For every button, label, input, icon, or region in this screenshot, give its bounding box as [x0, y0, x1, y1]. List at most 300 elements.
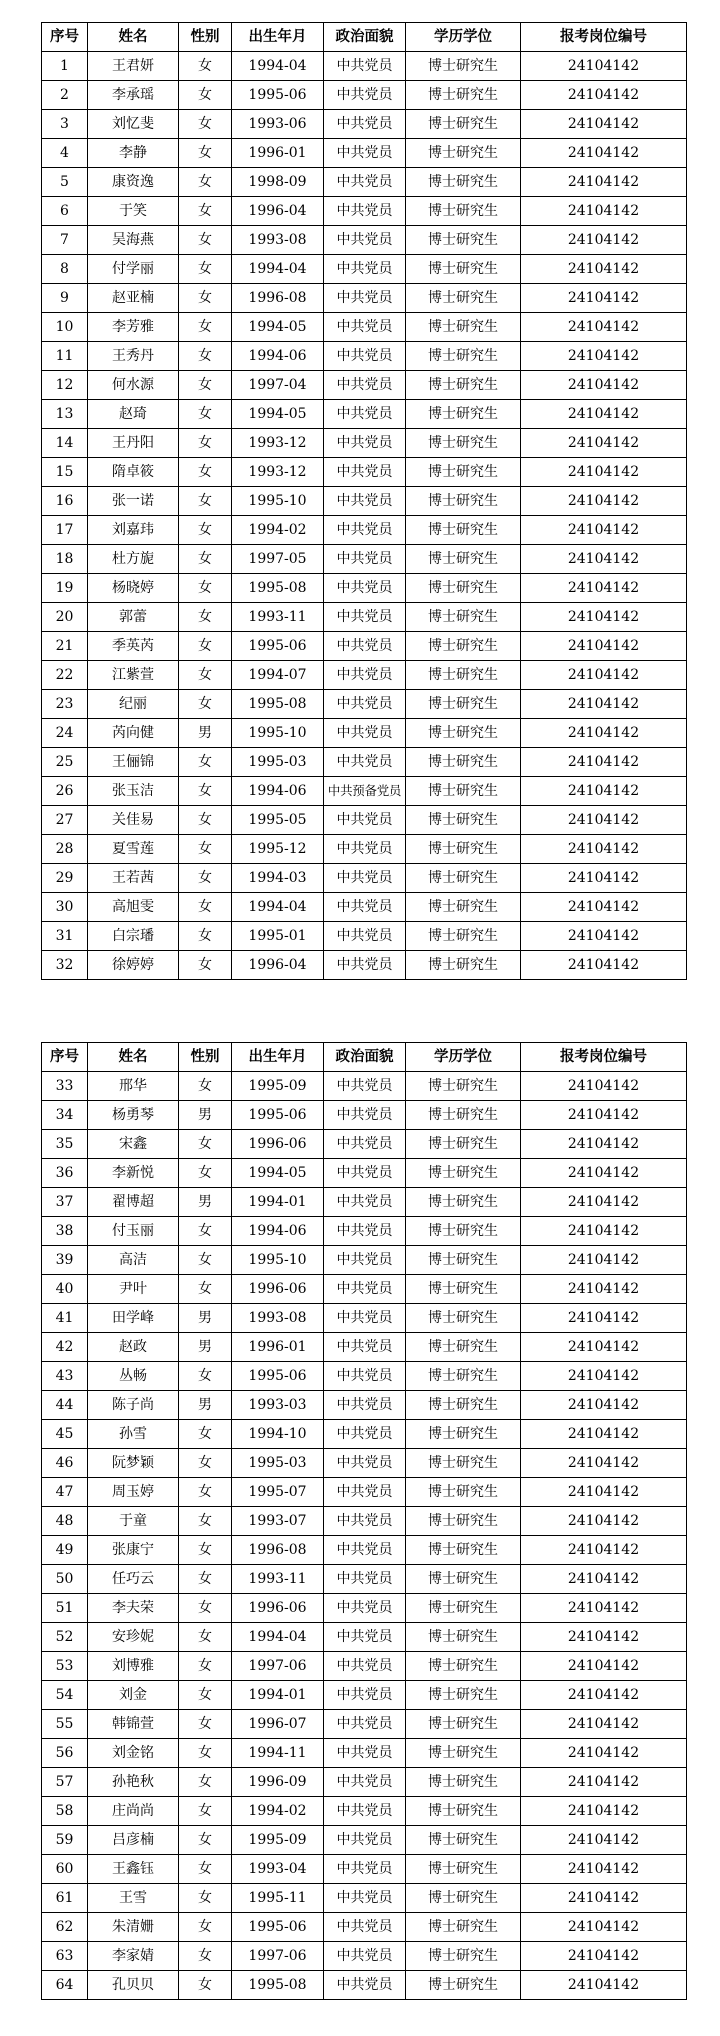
post-code-cell: 24104142: [521, 1884, 687, 1913]
degree-cell: 博士研究生: [406, 690, 521, 719]
degree-cell: 博士研究生: [406, 487, 521, 516]
table-row: [42, 1420, 687, 1449]
header-degree: 学历学位: [406, 1043, 521, 1072]
post-code-cell: 24104142: [521, 1420, 687, 1449]
table-row: [42, 1449, 687, 1478]
gender-cell: 女: [179, 864, 232, 893]
seq-cell: 19: [42, 574, 88, 603]
table-row: [42, 255, 687, 284]
seq-cell: 28: [42, 835, 88, 864]
degree-cell: 博士研究生: [406, 1536, 521, 1565]
degree-cell: 博士研究生: [406, 197, 521, 226]
gender-cell: 女: [179, 1913, 232, 1942]
table-row: [42, 226, 687, 255]
table-row: [42, 1565, 687, 1594]
post-code-cell: 24104142: [521, 342, 687, 371]
header-birth: 出生年月: [232, 1043, 324, 1072]
seq-cell: 41: [42, 1304, 88, 1333]
birth-cell: 1993-12: [232, 429, 324, 458]
degree-cell: 博士研究生: [406, 574, 521, 603]
table-row: [42, 1304, 687, 1333]
table-row: [42, 1855, 687, 1884]
politics-cell: 中共党员: [324, 1246, 406, 1275]
table-row: [42, 1536, 687, 1565]
gender-cell: 女: [179, 284, 232, 313]
name-cell: 张玉洁: [88, 777, 179, 806]
header-politics: 政治面貌: [324, 23, 406, 52]
name-cell: 李芳雅: [88, 313, 179, 342]
seq-cell: 17: [42, 516, 88, 545]
gender-cell: 女: [179, 226, 232, 255]
post-code-cell: 24104142: [521, 545, 687, 574]
table-row: [42, 574, 687, 603]
politics-cell: 中共党员: [324, 52, 406, 81]
post-code-cell: 24104142: [521, 1681, 687, 1710]
table-row: [42, 1507, 687, 1536]
post-code-cell: 24104142: [521, 1594, 687, 1623]
post-code-cell: 24104142: [521, 1333, 687, 1362]
table-row: [42, 1884, 687, 1913]
table-row: [42, 487, 687, 516]
degree-cell: 博士研究生: [406, 1681, 521, 1710]
gender-cell: 女: [179, 574, 232, 603]
name-cell: 王若茜: [88, 864, 179, 893]
gender-cell: 女: [179, 893, 232, 922]
gender-cell: 女: [179, 197, 232, 226]
table-header: [42, 1043, 687, 1072]
birth-cell: 1994-06: [232, 342, 324, 371]
seq-cell: 2: [42, 81, 88, 110]
seq-cell: 50: [42, 1565, 88, 1594]
politics-cell: 中共党员: [324, 690, 406, 719]
gender-cell: 女: [179, 835, 232, 864]
name-cell: 李家婧: [88, 1942, 179, 1971]
degree-cell: 博士研究生: [406, 1884, 521, 1913]
politics-cell: 中共党员: [324, 1594, 406, 1623]
post-code-cell: 24104142: [521, 1130, 687, 1159]
roster-table-2: [41, 1042, 687, 2000]
birth-cell: 1994-03: [232, 864, 324, 893]
degree-cell: 博士研究生: [406, 226, 521, 255]
post-code-cell: 24104142: [521, 1449, 687, 1478]
seq-cell: 49: [42, 1536, 88, 1565]
gender-cell: 女: [179, 1855, 232, 1884]
post-code-cell: 24104142: [521, 1507, 687, 1536]
seq-cell: 47: [42, 1478, 88, 1507]
seq-cell: 22: [42, 661, 88, 690]
table-header: [42, 23, 687, 52]
seq-cell: 21: [42, 632, 88, 661]
birth-cell: 1996-06: [232, 1594, 324, 1623]
degree-cell: 博士研究生: [406, 1739, 521, 1768]
politics-cell: 中共党员: [324, 1304, 406, 1333]
politics-cell: 中共党员: [324, 1565, 406, 1594]
table-row: [42, 1594, 687, 1623]
politics-cell: 中共党员: [324, 429, 406, 458]
gender-cell: 女: [179, 922, 232, 951]
name-cell: 安珍妮: [88, 1623, 179, 1652]
politics-cell: 中共党员: [324, 313, 406, 342]
degree-cell: 博士研究生: [406, 1565, 521, 1594]
post-code-cell: 24104142: [521, 893, 687, 922]
birth-cell: 1994-04: [232, 1623, 324, 1652]
birth-cell: 1996-06: [232, 1130, 324, 1159]
table-row: [42, 864, 687, 893]
post-code-cell: 24104142: [521, 458, 687, 487]
seq-cell: 29: [42, 864, 88, 893]
degree-cell: 博士研究生: [406, 1449, 521, 1478]
gender-cell: 女: [179, 806, 232, 835]
gender-cell: 女: [179, 1797, 232, 1826]
post-code-cell: 24104142: [521, 1797, 687, 1826]
birth-cell: 1993-06: [232, 110, 324, 139]
post-code-cell: 24104142: [521, 139, 687, 168]
seq-cell: 57: [42, 1768, 88, 1797]
politics-cell: 中共党员: [324, 458, 406, 487]
post-code-cell: 24104142: [521, 661, 687, 690]
name-cell: 周玉婷: [88, 1478, 179, 1507]
birth-cell: 1994-07: [232, 661, 324, 690]
post-code-cell: 24104142: [521, 690, 687, 719]
politics-cell: 中共党员: [324, 864, 406, 893]
seq-cell: 42: [42, 1333, 88, 1362]
table-row: [42, 1159, 687, 1188]
post-code-cell: 24104142: [521, 429, 687, 458]
table-row: [42, 690, 687, 719]
politics-cell: 中共党员: [324, 1420, 406, 1449]
birth-cell: 1997-06: [232, 1942, 324, 1971]
birth-cell: 1993-04: [232, 1855, 324, 1884]
table-row: [42, 1362, 687, 1391]
gender-cell: 女: [179, 313, 232, 342]
birth-cell: 1996-01: [232, 139, 324, 168]
seq-cell: 31: [42, 922, 88, 951]
seq-cell: 11: [42, 342, 88, 371]
name-cell: 纪丽: [88, 690, 179, 719]
name-cell: 赵琦: [88, 400, 179, 429]
degree-cell: 博士研究生: [406, 313, 521, 342]
seq-cell: 43: [42, 1362, 88, 1391]
birth-cell: 1995-08: [232, 1971, 324, 2000]
table-row: [42, 1188, 687, 1217]
politics-cell: 中共党员: [324, 748, 406, 777]
birth-cell: 1995-06: [232, 81, 324, 110]
table-row: [42, 748, 687, 777]
post-code-cell: 24104142: [521, 1304, 687, 1333]
politics-cell: 中共党员: [324, 545, 406, 574]
name-cell: 孙艳秋: [88, 1768, 179, 1797]
birth-cell: 1995-08: [232, 690, 324, 719]
table-row: [42, 603, 687, 632]
post-code-cell: 24104142: [521, 110, 687, 139]
degree-cell: 博士研究生: [406, 52, 521, 81]
degree-cell: 博士研究生: [406, 1246, 521, 1275]
name-cell: 吴海燕: [88, 226, 179, 255]
table-row: [42, 516, 687, 545]
name-cell: 李新悦: [88, 1159, 179, 1188]
name-cell: 杨勇琴: [88, 1101, 179, 1130]
gender-cell: 女: [179, 1536, 232, 1565]
seq-cell: 45: [42, 1420, 88, 1449]
gender-cell: 女: [179, 1246, 232, 1275]
birth-cell: 1995-12: [232, 835, 324, 864]
post-code-cell: 24104142: [521, 1536, 687, 1565]
table-row: [42, 632, 687, 661]
name-cell: 江紫萱: [88, 661, 179, 690]
table-row: [42, 1739, 687, 1768]
post-code-cell: 24104142: [521, 284, 687, 313]
birth-cell: 1995-07: [232, 1478, 324, 1507]
seq-cell: 20: [42, 603, 88, 632]
gender-cell: 女: [179, 487, 232, 516]
seq-cell: 1: [42, 52, 88, 81]
name-cell: 阮梦颖: [88, 1449, 179, 1478]
birth-cell: 1995-01: [232, 922, 324, 951]
table-row: [42, 1275, 687, 1304]
seq-cell: 5: [42, 168, 88, 197]
politics-cell: 中共党员: [324, 1130, 406, 1159]
table-row: [42, 893, 687, 922]
table-row: [42, 1391, 687, 1420]
politics-cell: 中共党员: [324, 893, 406, 922]
table-row: [42, 1797, 687, 1826]
politics-cell: 中共党员: [324, 1391, 406, 1420]
gender-cell: 女: [179, 255, 232, 284]
gender-cell: 女: [179, 1681, 232, 1710]
seq-cell: 52: [42, 1623, 88, 1652]
name-cell: 翟博超: [88, 1188, 179, 1217]
politics-cell: 中共党员: [324, 1101, 406, 1130]
degree-cell: 博士研究生: [406, 1188, 521, 1217]
politics-cell: 中共党员: [324, 1188, 406, 1217]
gender-cell: 男: [179, 1391, 232, 1420]
degree-cell: 博士研究生: [406, 719, 521, 748]
birth-cell: 1993-08: [232, 226, 324, 255]
post-code-cell: 24104142: [521, 1739, 687, 1768]
politics-cell: 中共党员: [324, 835, 406, 864]
gender-cell: 男: [179, 1188, 232, 1217]
politics-cell: 中共党员: [324, 139, 406, 168]
seq-cell: 26: [42, 777, 88, 806]
birth-cell: 1995-05: [232, 806, 324, 835]
degree-cell: 博士研究生: [406, 458, 521, 487]
politics-cell: 中共党员: [324, 1913, 406, 1942]
birth-cell: 1996-04: [232, 951, 324, 980]
birth-cell: 1996-04: [232, 197, 324, 226]
birth-cell: 1993-07: [232, 1507, 324, 1536]
degree-cell: 博士研究生: [406, 139, 521, 168]
name-cell: 孔贝贝: [88, 1971, 179, 2000]
post-code-cell: 24104142: [521, 487, 687, 516]
table-row: [42, 1217, 687, 1246]
gender-cell: 女: [179, 1565, 232, 1594]
degree-cell: 博士研究生: [406, 400, 521, 429]
header-degree: 学历学位: [406, 23, 521, 52]
name-cell: 关佳易: [88, 806, 179, 835]
degree-cell: 博士研究生: [406, 777, 521, 806]
gender-cell: 女: [179, 1594, 232, 1623]
politics-cell: 中共党员: [324, 1478, 406, 1507]
gender-cell: 女: [179, 516, 232, 545]
politics-cell: 中共党员: [324, 1333, 406, 1362]
name-cell: 王雪: [88, 1884, 179, 1913]
header-name: 姓名: [88, 23, 179, 52]
degree-cell: 博士研究生: [406, 1478, 521, 1507]
politics-cell: 中共党员: [324, 1797, 406, 1826]
name-cell: 邢华: [88, 1072, 179, 1101]
post-code-cell: 24104142: [521, 1246, 687, 1275]
seq-cell: 30: [42, 893, 88, 922]
degree-cell: 博士研究生: [406, 1652, 521, 1681]
politics-cell: 中共党员: [324, 110, 406, 139]
birth-cell: 1996-01: [232, 1333, 324, 1362]
degree-cell: 博士研究生: [406, 1391, 521, 1420]
name-cell: 夏雪莲: [88, 835, 179, 864]
post-code-cell: 24104142: [521, 516, 687, 545]
birth-cell: 1995-08: [232, 574, 324, 603]
seq-cell: 14: [42, 429, 88, 458]
degree-cell: 博士研究生: [406, 1159, 521, 1188]
gender-cell: 女: [179, 1710, 232, 1739]
gender-cell: 女: [179, 1971, 232, 2000]
gender-cell: 女: [179, 1623, 232, 1652]
table-row: [42, 458, 687, 487]
table-row: [42, 777, 687, 806]
name-cell: 赵亚楠: [88, 284, 179, 313]
degree-cell: 博士研究生: [406, 1362, 521, 1391]
post-code-cell: 24104142: [521, 1217, 687, 1246]
politics-cell: 中共党员: [324, 1275, 406, 1304]
gender-cell: 女: [179, 139, 232, 168]
gender-cell: 男: [179, 719, 232, 748]
politics-cell: 中共党员: [324, 342, 406, 371]
table-row: [42, 1826, 687, 1855]
post-code-cell: 24104142: [521, 1652, 687, 1681]
gender-cell: 女: [179, 1478, 232, 1507]
birth-cell: 1994-02: [232, 516, 324, 545]
table-row: [42, 922, 687, 951]
name-cell: 李静: [88, 139, 179, 168]
birth-cell: 1997-05: [232, 545, 324, 574]
politics-cell: 中共党员: [324, 284, 406, 313]
table-row: [42, 1333, 687, 1362]
name-cell: 王俪锦: [88, 748, 179, 777]
degree-cell: 博士研究生: [406, 110, 521, 139]
politics-cell: 中共党员: [324, 661, 406, 690]
degree-cell: 博士研究生: [406, 1217, 521, 1246]
header-gender: 性别: [179, 1043, 232, 1072]
seq-cell: 32: [42, 951, 88, 980]
seq-cell: 25: [42, 748, 88, 777]
birth-cell: 1996-08: [232, 284, 324, 313]
table-row: [42, 1130, 687, 1159]
name-cell: 张康宁: [88, 1536, 179, 1565]
gender-cell: 女: [179, 1217, 232, 1246]
gender-cell: 女: [179, 1130, 232, 1159]
degree-cell: 博士研究生: [406, 284, 521, 313]
politics-cell: 中共党员: [324, 1217, 406, 1246]
table-row: [42, 1710, 687, 1739]
name-cell: 任巧云: [88, 1565, 179, 1594]
birth-cell: 1995-06: [232, 1362, 324, 1391]
birth-cell: 1996-08: [232, 1536, 324, 1565]
seq-cell: 8: [42, 255, 88, 284]
politics-cell: 中共党员: [324, 1971, 406, 2000]
name-cell: 李夫荣: [88, 1594, 179, 1623]
degree-cell: 博士研究生: [406, 1130, 521, 1159]
gender-cell: 女: [179, 603, 232, 632]
name-cell: 于童: [88, 1507, 179, 1536]
post-code-cell: 24104142: [521, 1971, 687, 2000]
politics-cell: 中共党员: [324, 1652, 406, 1681]
degree-cell: 博士研究生: [406, 1797, 521, 1826]
post-code-cell: 24104142: [521, 806, 687, 835]
seq-cell: 9: [42, 284, 88, 313]
politics-cell: 中共党员: [324, 1449, 406, 1478]
birth-cell: 1993-03: [232, 1391, 324, 1420]
seq-cell: 44: [42, 1391, 88, 1420]
name-cell: 何水源: [88, 371, 179, 400]
birth-cell: 1995-11: [232, 1884, 324, 1913]
name-cell: 尹叶: [88, 1275, 179, 1304]
gender-cell: 女: [179, 400, 232, 429]
birth-cell: 1996-06: [232, 1275, 324, 1304]
post-code-cell: 24104142: [521, 371, 687, 400]
politics-cell: 中共党员: [324, 1072, 406, 1101]
name-cell: 高旭雯: [88, 893, 179, 922]
header-seq: 序号: [42, 23, 88, 52]
degree-cell: 博士研究生: [406, 1855, 521, 1884]
politics-cell: 中共党员: [324, 1362, 406, 1391]
gender-cell: 女: [179, 1768, 232, 1797]
gender-cell: 女: [179, 1072, 232, 1101]
degree-cell: 博士研究生: [406, 893, 521, 922]
gender-cell: 女: [179, 951, 232, 980]
politics-cell: 中共党员: [324, 1710, 406, 1739]
degree-cell: 博士研究生: [406, 864, 521, 893]
name-cell: 韩锦萱: [88, 1710, 179, 1739]
seq-cell: 24: [42, 719, 88, 748]
birth-cell: 1993-11: [232, 1565, 324, 1594]
politics-cell: 中共党员: [324, 81, 406, 110]
seq-cell: 58: [42, 1797, 88, 1826]
politics-cell: 中共党员: [324, 516, 406, 545]
table-row: [42, 1913, 687, 1942]
seq-cell: 35: [42, 1130, 88, 1159]
seq-cell: 59: [42, 1826, 88, 1855]
politics-cell: 中共党员: [324, 922, 406, 951]
politics-cell: 中共党员: [324, 1826, 406, 1855]
seq-cell: 34: [42, 1101, 88, 1130]
table-row: [42, 429, 687, 458]
gender-cell: 女: [179, 748, 232, 777]
politics-cell: 中共党员: [324, 806, 406, 835]
gender-cell: 男: [179, 1101, 232, 1130]
post-code-cell: 24104142: [521, 1710, 687, 1739]
birth-cell: 1994-04: [232, 893, 324, 922]
table-row: [42, 661, 687, 690]
table-row: [42, 400, 687, 429]
degree-cell: 博士研究生: [406, 1275, 521, 1304]
politics-cell: 中共党员: [324, 632, 406, 661]
seq-cell: 48: [42, 1507, 88, 1536]
post-code-cell: 24104142: [521, 1159, 687, 1188]
birth-cell: 1993-11: [232, 603, 324, 632]
name-cell: 郭蕾: [88, 603, 179, 632]
name-cell: 于笑: [88, 197, 179, 226]
table-row: [42, 1246, 687, 1275]
degree-cell: 博士研究生: [406, 516, 521, 545]
